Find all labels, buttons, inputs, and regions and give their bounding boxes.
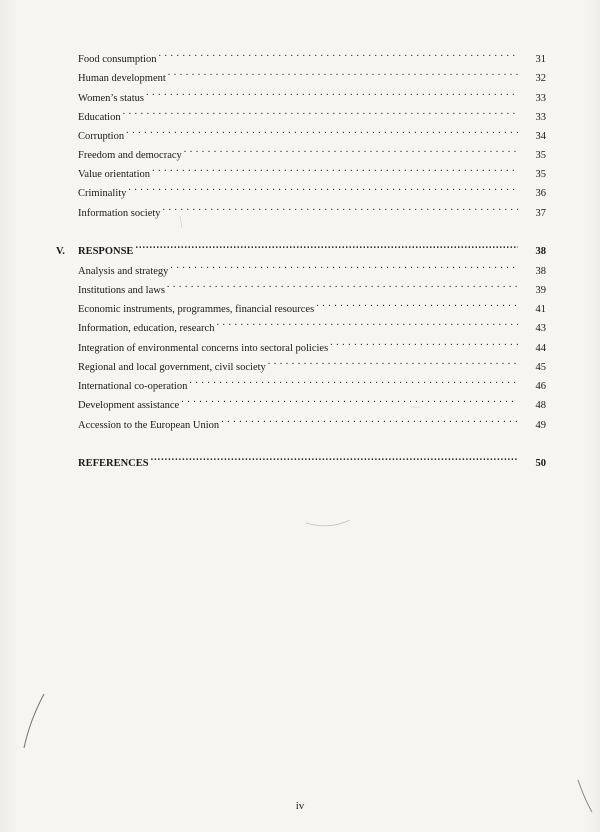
toc-leader <box>216 315 518 331</box>
toc-leader <box>146 85 518 101</box>
toc-section-heading[interactable] <box>56 238 546 257</box>
toc-entry[interactable] <box>78 335 546 354</box>
toc-entry-page: 32 <box>535 73 546 84</box>
toc-entry[interactable] <box>78 373 546 392</box>
section-page: 38 <box>535 246 546 257</box>
toc-entry-label: Economic instruments, programmes, financial resources <box>78 304 315 315</box>
toc-entry-page: 43 <box>535 323 546 334</box>
toc-entry[interactable] <box>78 123 546 142</box>
toc-entry[interactable] <box>78 412 546 431</box>
toc-entry[interactable] <box>78 161 546 180</box>
references-page: 50 <box>535 458 546 469</box>
toc-entry-page: 37 <box>535 208 546 219</box>
toc-leader <box>167 277 518 293</box>
toc-leader <box>170 258 518 274</box>
toc-leader <box>158 46 518 62</box>
toc-entry[interactable] <box>78 142 546 161</box>
toc-entry[interactable] <box>78 85 546 104</box>
toc-entry-page: 49 <box>535 420 546 431</box>
toc-leader <box>163 200 518 216</box>
toc-entry-page: 48 <box>535 400 546 411</box>
toc-entry[interactable] <box>78 315 546 334</box>
page-number-footer: iv <box>295 800 305 812</box>
toc-entry-page: 33 <box>535 112 546 123</box>
toc-entry-page: 36 <box>535 188 546 199</box>
toc-entry-label: Criminality <box>78 188 127 199</box>
toc-leader <box>189 373 518 389</box>
toc-leader <box>184 142 518 158</box>
toc-entry-page: 44 <box>535 343 546 354</box>
toc-entry-label: Value orientation <box>78 169 151 180</box>
toc-leader <box>123 104 518 120</box>
toc-entry[interactable] <box>78 180 546 199</box>
toc-entry[interactable] <box>78 46 546 65</box>
toc-entry-page: 45 <box>535 362 546 373</box>
toc-leader <box>330 335 518 351</box>
toc-leader <box>268 354 518 370</box>
toc-entry-label: Regional and local government, civil society <box>78 362 266 373</box>
toc-entry[interactable] <box>78 277 546 296</box>
toc-entry-page: 34 <box>535 131 546 142</box>
toc-entry-label: Accession to the European Union <box>78 420 220 431</box>
toc-entry-label: Institutions and laws <box>78 285 165 296</box>
toc-leader <box>135 238 518 254</box>
toc-entry-label: Integration of environmental concerns into sectoral policies <box>78 343 329 354</box>
toc-leader <box>128 180 518 196</box>
toc-entry[interactable] <box>78 104 546 123</box>
toc-leader <box>316 296 518 312</box>
toc-entry[interactable] <box>78 200 546 219</box>
toc-entry-label: Food consumption <box>78 54 157 65</box>
toc-entry-page: 33 <box>535 93 546 104</box>
toc-entry-label: Information society <box>78 208 161 219</box>
toc-entry-page: 38 <box>535 266 546 277</box>
section-number: V. <box>56 246 65 257</box>
toc-entry-label: International co-operation <box>78 381 188 392</box>
toc-entry[interactable] <box>78 65 546 84</box>
toc-entry-label: Education <box>78 112 121 123</box>
toc-entry-label: Corruption <box>78 131 125 142</box>
toc-entry-page: 35 <box>535 150 546 161</box>
toc-leader <box>181 392 518 408</box>
references-title: REFERENCES <box>78 458 149 469</box>
toc-leader <box>152 161 518 177</box>
toc-entry-page: 39 <box>535 285 546 296</box>
toc-leader <box>126 123 518 139</box>
toc-entry-label: Freedom and democracy <box>78 150 182 161</box>
toc-leader <box>221 412 518 428</box>
toc-entry[interactable] <box>78 258 546 277</box>
toc-entry[interactable] <box>78 296 546 315</box>
toc-leader <box>151 450 518 466</box>
toc-leader <box>168 65 518 81</box>
toc-entry-page: 46 <box>535 381 546 392</box>
section-title: RESPONSE <box>78 246 134 257</box>
toc-entry-page: 41 <box>535 304 546 315</box>
toc-entry-page: 31 <box>535 54 546 65</box>
toc-entry[interactable] <box>78 354 546 373</box>
toc-entry-label: Development assistance <box>78 400 180 411</box>
toc-entry-label: Human development <box>78 73 166 84</box>
toc-entry[interactable] <box>78 392 546 411</box>
toc-entry-page: 35 <box>535 169 546 180</box>
toc-entry-label: Analysis and strategy <box>78 266 169 277</box>
toc-entry-label: Information, education, research <box>78 323 215 334</box>
toc-entry-label: Women’s status <box>78 93 144 104</box>
toc-references-entry[interactable] <box>78 450 546 469</box>
